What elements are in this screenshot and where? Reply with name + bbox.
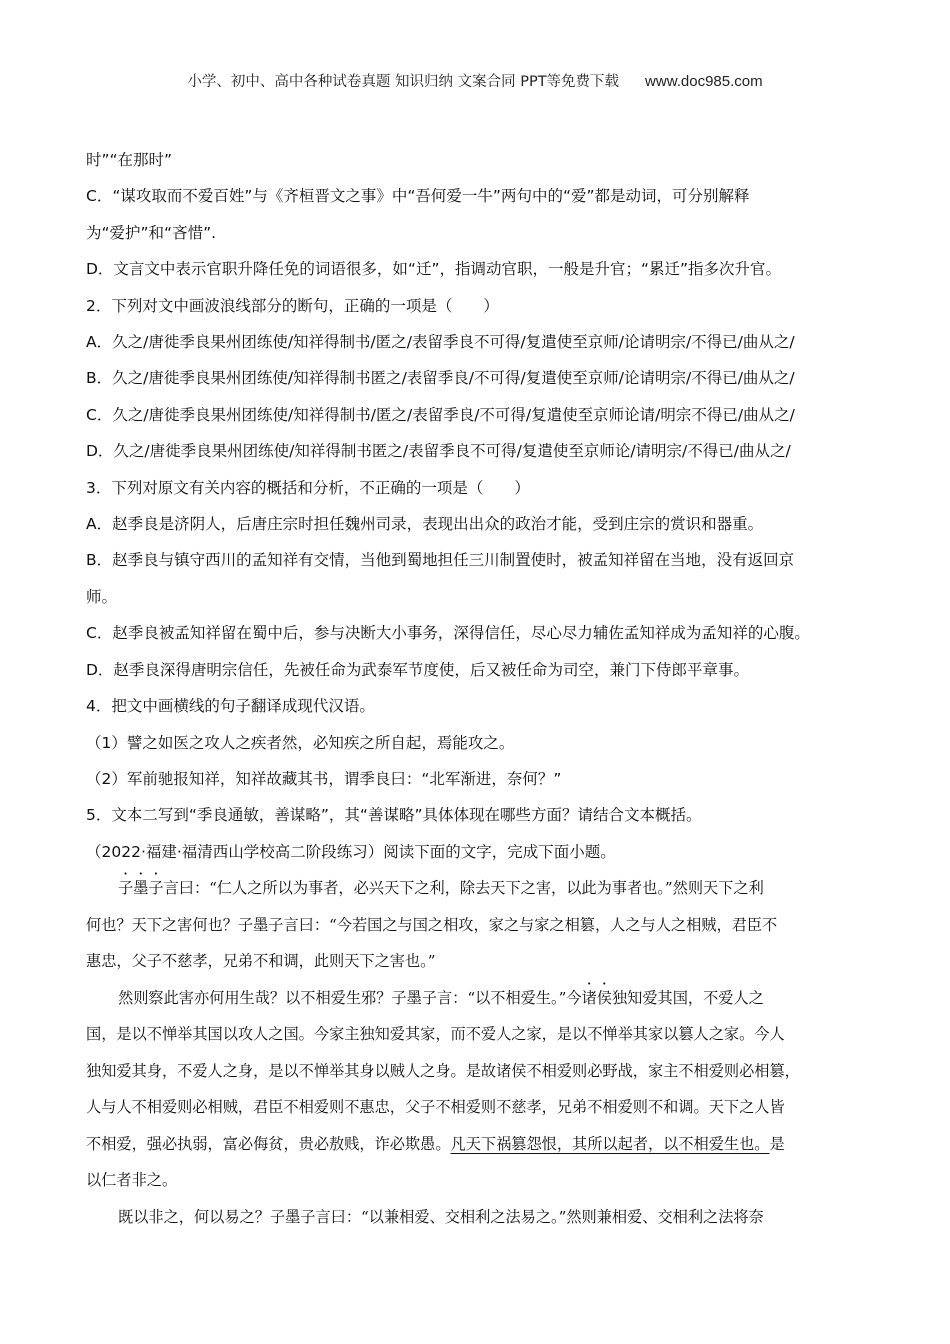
passage-text: 不相爱，强必执弱，富必侮贫，贵必敖贱，诈必欺愚。 xyxy=(86,1134,451,1153)
dotted-emphasis xyxy=(118,879,164,897)
passage-p2-line-2: 国，是以不惮举其国以攻人之国。今家主独知爱其家，而不爱人之家，是以不惮举其家以篡人之家。今人 xyxy=(86,1025,785,1044)
dotted-character: 子 xyxy=(118,879,134,898)
q3-option-c: C．赵季良被孟知祥留在蜀中后，参与决断大小事务，深得信任，尽心尽力辅佐孟知祥成为孟知祥的心腹。 xyxy=(86,624,810,643)
q3-option-b-continued: 师。 xyxy=(86,587,118,606)
passage-p2-line-6: 以仁者非之。 xyxy=(86,1171,178,1190)
passage-p2-line-5 xyxy=(86,1126,876,1163)
dotted-character: 侯 xyxy=(596,988,612,1007)
underlined-sentence: 凡天下祸篡怨恨，其所以起者，以不相爱生也。 xyxy=(450,1134,770,1153)
passage-p2-line-4: 人与人不相爱则必相贼，君臣不相爱则不惠忠，父子不相爱则不慈孝，兄弟不相爱则不和调。天下之人皆 xyxy=(86,1098,785,1117)
text-line: 时”“在那时” xyxy=(86,151,173,169)
passage-p1-line-3: 惠忠，父子不慈孝，兄弟不和调，此则天下之害也。” xyxy=(86,952,436,971)
passage-p2-line-3: 独知爱其身，不爱人之身，是以不惮举其身以贼人之身。是故诸侯不相爱则必野战，家主不相爱则必相篡， xyxy=(86,1061,800,1080)
option-d-line: D．文言文中表示官职升降任免的词语很多，如“迁”，指调动官职，一般是升官；“累迁”指多次升官。 xyxy=(86,260,782,279)
document-body xyxy=(86,142,876,1235)
question-3: 3．下列对原文有关内容的概括和分析，不正确的一项是（ ） xyxy=(86,478,530,497)
source-heading: （2022·福建·福清西山学校高二阶段练习）阅读下面的文字，完成下面小题。 xyxy=(86,842,616,861)
q3-option-d: D．赵季良深得唐明宗信任，先被任命为武泰军节度使，后又被任命为司空，兼门下侍郎平章事。 xyxy=(86,660,749,679)
dotted-character: 诸 xyxy=(581,988,597,1007)
passage-text: 是 xyxy=(769,1134,785,1153)
passage-p1-line-1 xyxy=(86,870,876,907)
reading-passage xyxy=(86,870,876,1235)
q2-option-b: B．久之/唐徙季良果州团练使/知祥得制书匿之/表留季良/不可得/复遣使至京师/论请明宗/不得已/曲从之/ xyxy=(86,369,795,388)
header-text: 小学、初中、高中各种试卷真题 知识归纳 文案合同 PPT等免费下载 xyxy=(187,74,620,90)
q2-option-c: C．久之/唐徙季良果州团练使/知祥得制书/匿之/表留季良/不可得/复遣使至京师论请/明宗不得已/曲从之/ xyxy=(86,405,795,424)
question-5: 5．文本二写到“季良通敏，善谋略”，其“善谋略”具体体现在哪些方面？请结合文本概括。 xyxy=(86,806,702,825)
option-c-line: C．“谋攻取而不爱百姓”与《齐桓晋文之事》中“吾何爱一牛”两句中的“爱”都是动词，可分别解释 xyxy=(86,187,750,206)
passage-text: 言曰：“仁人之所以为事者，必兴天下之利，除去天下之害，以此为事者也。”然则天下之利 xyxy=(163,879,764,898)
q4-item-2: （2）军前驰报知祥，知祥故藏其书，谓季良曰：“北军渐进，奈何？” xyxy=(86,769,562,788)
q4-item-1: （1）譬之如医之攻人之疾者然，必知疾之所自起，焉能攻之。 xyxy=(86,733,515,752)
page-header xyxy=(0,70,950,91)
passage-text: 然则察此害亦何用生哉？以不相爱生邪？子墨子言：“以不相爱生。”今 xyxy=(118,988,582,1007)
header-url[interactable]: www.doc985.com xyxy=(645,73,763,90)
question-2: 2．下列对文中画波浪线部分的断句，正确的一项是（ ） xyxy=(86,296,499,315)
dotted-character: 子 xyxy=(148,879,164,898)
dotted-emphasis xyxy=(582,989,612,1007)
dotted-character: 墨 xyxy=(133,879,149,898)
q3-option-b: B．赵季良与镇守西川的孟知祥有交情，当他到蜀地担任三川制置使时，被孟知祥留在当地，没有返回京 xyxy=(86,551,795,570)
q3-option-a: A．赵季良是济阴人，后唐庄宗时担任魏州司录，表现出出众的政治才能，受到庄宗的赏识和器重。 xyxy=(86,515,764,534)
passage-p1-line-2: 何也？天下之害何也？子墨子言曰：“今若国之与国之相攻，家之与家之相篡，人之与人之相贼，君臣不 xyxy=(86,915,778,934)
passage-text: 独知爱其国，不爱人之 xyxy=(611,988,764,1007)
passage-p2-line-1 xyxy=(86,980,876,1017)
question-4: 4．把文中画横线的句子翻译成现代汉语。 xyxy=(86,697,375,716)
passage-p3-line-1: 既以非之，何以易之？子墨子言曰：“以兼相爱、交相利之法易之。”然则兼相爱、交相利之法将奈 xyxy=(118,1207,764,1226)
q2-option-d: D．久之/唐徙季良果州团练使/知祥得制书匿之/表留季良不可得/复遣使至京师论/请明宗/不得已/曲从之/ xyxy=(86,442,791,461)
option-c-continued: 为“爱护”和“吝惜”. xyxy=(86,223,217,242)
q2-option-a: A．久之/唐徙季良果州团练使/知祥得制书/匿之/表留季良不可得/复遣使至京师/论请明宗/不得已/曲从之/ xyxy=(86,333,795,352)
